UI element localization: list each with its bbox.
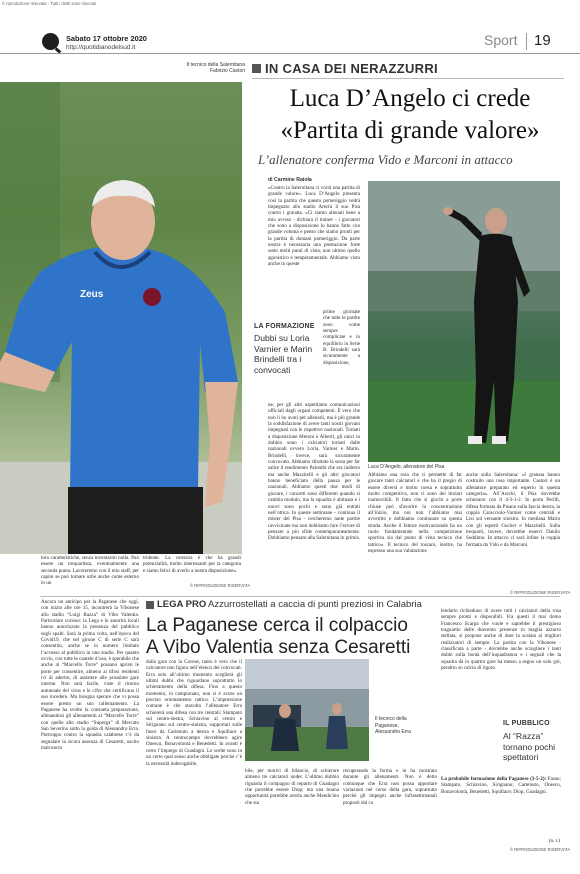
main-col2: Abbiamo una rosa che ci permette di far giocare tanti calciatori e che ha il pregio di essere diversi e molto coesa e soprattutto molto competitiva, non ci sono dei titolari inamovibili. Il fatto che si giochi a porte chiuse può sfavorire la concentrazione all’inizio, ma noi non l’abbiamo mai avvertito e dobbiamo continuare su questa strada. Anche il fattore motivazionale ha un ruolo fondamentale nella competizione sportiva sia dal punto di vista tecnico che tattico». Il tecnico del toscani, inoltre, ha espresso una sua valutazione [368,472,462,555]
section-name: Sport [484,32,518,48]
left-photo-credit: Il tecnico della Salernitana Fabrizio Castori [186,62,245,74]
formation-box-text: Dubbi su Loria Varnier e Marin Brindelli tra i convocati [254,333,313,375]
main-title-line1: Luca D’Angelo ci crede [289,85,531,112]
mid-bottom-column: tridente. La certezza è che ha grandi potenzialità, molto interessanti per la categoria e siamo felici di averlo a nostra disposizione». [143,555,241,574]
bottom-credit: © RIPRODUZIONE RISERVATA [510,847,571,852]
left-credit: © RIPRODUZIONE RISERVATA [190,583,251,588]
left-bottom-column: loro caratteristiche, senza inventarmi nulla. Può essere un trequartista, eventualmente una seconda punta. Lavoreremo con il mio staff, per capire se può tornare utile anche come esterno in un [41,555,139,587]
main-col1-rest: ne, per gli altri aspettiamo comunicazioni ufficiali dagli organi competenti. È vero che non li ho avuti per allenarli, ma è più grande la soddisfazione di avere tanti nostri giovani impegnati con le rispettive nazionali. Tornati a disposizione Meroni e Alberti, gli unici in dubbio sono i calciatori tornati dalle nazionali ovvero Loria, Varnier e Marin. Brindelli, invece, sarà sicuramente convocato. Abbiamo sfruttato la sosta per far salire il rendimento Palombi che era indietro ma anche Mazzitelli e gli altri giocatori hanno beneficiato della pausa per le nazionali. Abbiamo questi due modi di giocare, i concetti sono differenti quando si cambia modulo, ma la squadra è abituata e i nuovi sono pochi e sono già entrati nell’ottica. In queste settimane - continua il mister del Pisa - cercheremo tante partite ravvicinate ma non dobbiamo fare l’errore di pensare a più sfide contemporaneamente. Dobbiamo pensare alla Salernitana in primis. [268,402,360,542]
main-subtitle: L’allenatore conferma Vido e Marconi in attacco [258,152,513,167]
header-rule [0,53,580,54]
main-col1-narrow: prime giornate che tutte le partite sono come sempre complicate e in equilibrio in Serie B. Brindelli sarà sicuramente a disposizione, [323,309,360,366]
article-divider [40,596,560,597]
page-number: 19 [534,32,551,49]
audience-box-text: Al “Razza” tornano pochi spettatori [503,731,556,762]
paganese-col0: Ancora un anticipo per la Paganese che oggi, con inizio alle ore 15, incontrerà la Vibonese allo stadio “Luigi Razza” di Vibo Valentia. Particolare curioso: la Lega e le autorità locali hanno autorizzato la presenza del pubblico sugli spalti. Sarà la prima volta, nell’epoca del Covid19, che nel girone C di serie C sarà consentito, anche se in numero limitato l’accesso al pubblico in uno stadio. Per quanto ovvio, con tutte le cautele d’uso, è sperabile che anche al “Marcello Torre” possano aprirsi le porte per consentire, almeno ai tifosi residenti ivi di aderire, di assistere alle prossime gare interne. Non sarà facile, viste il ritorno autunnale del virus e le cifre che certificano il suo incedere. Ma bisogna sperare che vi possa essere presto un suo rallentamento. La Paganese ha svolto la consueta preparazione, allenandosi gli allenamenti al “Marcello Torre” con quelle allo stadio “Superga” di Mercato San Severino sotto la guida di Alessandro Erra. Purtroppo contro la squadra calabrese c’è da segnalare la sicura assenza di Cesaretti, uscito malconcio [41,599,139,751]
bottom-title-line2: A Vibo Valentia senza Cesaretti [146,637,411,658]
bottom-title-line1: La Paganese cerca il colpaccio [146,615,408,636]
paganese-col4-formation [441,776,561,838]
newspaper-logo-icon [42,33,59,50]
copyright-notice: © riproduzione riservata - Tutti i diritti sono riservati [2,1,97,6]
paganese-col1: dalla gara con la Cavese, tanto è vero che il calciatore non figura nell’elenco dei convocati. Erra solo all’ultimo momento sceglierà gli ultimi dubbi che riguardano soprattutto lo schieramento della difesa. Fino a questo momento, in campionato, non si è avuto un preciso orientamento tattico. L’impressione comune è che stavolta l’allenatore Erra schiererà una difesa con tre centrali: Stampato sul centro-destra, Schiavino al centro e Sirignano sul centro-sinistra, supportati sulle fasce da Cartenuto a destra e Squillace a sinistra. A centrocampo dovrebbero agire Onescu, Bonavolontà e Benedetti. In avanti è certo l’impiego di Guadagni. Le scelte sono in un certo qual senso anche obbligate perché c’è la necessità inderogabile, [146,659,242,767]
paganese-col2: bile, per motivi di bilancio, di schierare almeno tre calciatori under. L’ultimo dubbio riguarda il compagno di reparto di Guadagni che potrebbe essere Diop; ma una buona opportunità potrebbe averla anche Mendicino che sta [245,768,339,806]
kicker-rule [252,78,564,79]
bench-scene-icon [245,659,369,761]
paganese-col3: recuperando la forma e in ha mostrato durante gli allenamenti. Non è detto comunque che Erra non possa apportare variazioni nel corso della gara, soprattutto perché gli impegni anche infrasettimanali proposti dal ca [343,768,437,806]
castori-photo [0,82,242,554]
byline: di Carmine Raiola [268,177,312,183]
kicker-square-icon [252,64,261,73]
formation-list: Fasan; Stampato, Schiavino, Sirignano; Cartenuto, Onescu, Bonavolontà, Benedetti, Squillace; Diop, Guadagni. [441,776,561,795]
dangelo-figure-icon [368,181,560,462]
formation-label: La probabile formazione della Paganese (3-5-2): [441,776,547,782]
issue-date: Sabato 17 ottobre 2020 [66,34,147,43]
website-link[interactable]: http://quotidianodelsud.it [66,44,136,51]
paganese-col4-top: lendario richiedono di avere tutti i calciatori della rosa sempre pronti e disponibili. Fra questi il mai domo Francesco Scarpa che vuole e saprebbe il prestigioso traguardo delle duecento presenze in maglia azzurro stellata, si propone anche di dare la scalata ai migliori realizzatori di sempre. La partita con la Vibonese - classificata a parte - dovrebbe anche sciogliere i tanti dubbi sulla bontà dell’inquadratura e i segnali che la squadra dà in quattro gare ha messo a segno un solo gol, peraltro su calcio di rigore. [441,608,561,672]
formation-box-title: LA FORMAZIONE [254,323,315,330]
audience-box-title: IL PUBBLICO [503,720,550,727]
dangelo-photo [368,181,560,462]
svg-text:Zeus: Zeus [80,289,104,300]
bottom-kicker: LEGA PRO [157,599,207,610]
erra-photo [245,659,369,761]
bottom-kicker-sub: Azzurrostellati a caccia di punti preziosi in Calabria [208,599,422,610]
erra-photo-caption: Il tecnico della Paganese, Alessandro Erra [375,716,411,735]
author-signature: (n. r.) [548,838,560,844]
main-col1-top: «Contro la Salernitana ci vorrà una partita di grande valore». Luca D’Angelo presenta così la partita che questo pomeriggio vedrà impegnato allo stadio Arechi il suo Pisa contro i granata. «Ci siamo allenati bene a mio avviso - dichiara il trainer - i giocatori che sono a disposizione lo hanno fatto con grande volontà e penso che siamo pronti per la partita di domani pomeriggio. Da parte nostra è necessaria una prestazione forte sotto molti punti di vista, non ultimo quello agonistico e temperamentale. Abbiamo visto anche in queste [268,185,360,268]
header-divider [526,33,527,50]
main-credit: © RIPRODUZIONE RISERVATA [510,590,571,595]
kicker2-square-icon [146,601,154,609]
main-col3: anche sulla Salernitana: «I granata hanno costruito una rosa importante. Castori è un allenatore preparato ed esperto in questa categoria». All’Arechi, il Pisa dovrebbe schierarsi con il 4-3-1-2. In porta Perilli, difesa formata da Pisano sulla fascia destra, la coppia Caracciolo-Varnier come centrali e Lisi sul versante sinistro. In mediana Marin con gli esperti Gucher e Mazzitelli. Sulla trequarti, invece, dovrebbe esserci Danilo Soddimo. In attacco ci sarà infine la coppia formata da Vido e da Marconi. [466,472,560,548]
main-title-line2: «Partita di grande valore» [280,117,540,144]
dangelo-photo-caption: Luca D’Angelo, allenatore del Pisa [368,464,445,470]
main-kicker: IN CASA DEI NERAZZURRI [265,61,438,76]
castori-figure-icon [0,82,242,554]
